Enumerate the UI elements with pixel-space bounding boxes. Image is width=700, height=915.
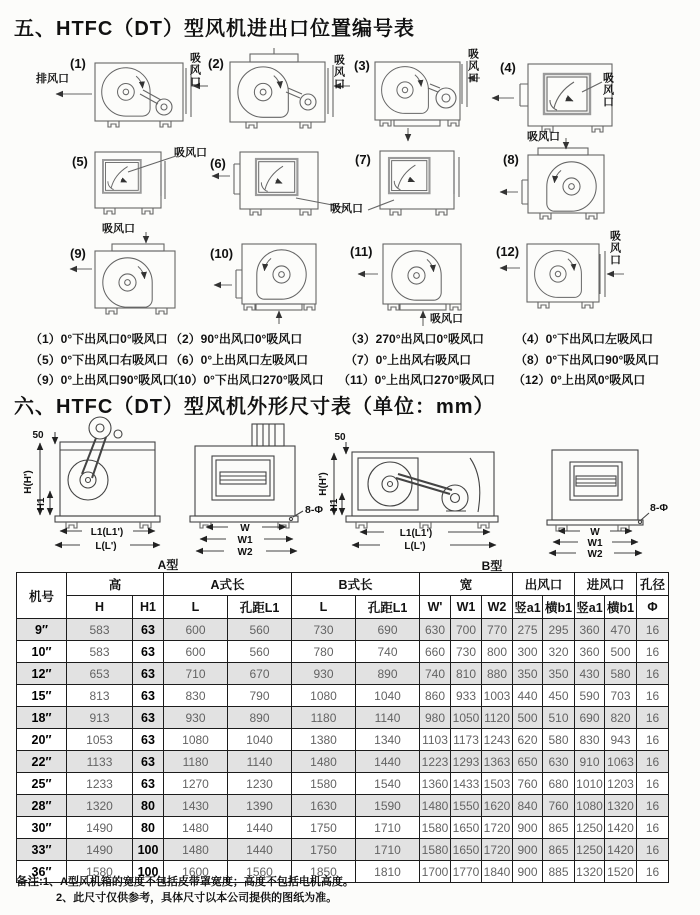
dim-value: 1520: [605, 861, 637, 883]
caption-12: （12）0°上出风0°吸风口: [513, 373, 646, 387]
diagram-1-number: (1): [70, 56, 86, 71]
dim-value: 1700: [420, 861, 451, 883]
dim-value: 1270: [164, 773, 228, 795]
dim-value: 630: [420, 619, 451, 641]
caption-3: （3）270°出风口0°吸风口: [345, 332, 484, 346]
diagram-1: [56, 63, 208, 127]
dim-w-b: W: [590, 527, 600, 538]
col-b-l: L: [292, 596, 356, 619]
dim-value: 295: [543, 619, 575, 641]
dim-value: 1420: [605, 817, 637, 839]
dim-value: 865: [543, 817, 575, 839]
outlet-label-1: 排风口: [36, 73, 69, 85]
diagram-6-number: (6): [210, 156, 226, 171]
diagram-8: [500, 138, 604, 219]
fan-diagrams-art: [0, 48, 700, 326]
dim-value: 1770: [451, 861, 482, 883]
section6-title: 六、HTFC（DT）型风机外形尺寸表（单位：mm）: [14, 396, 495, 418]
dim-value: 900: [513, 839, 543, 861]
dim-value: 810: [451, 663, 482, 685]
dim-phi-a: 8-Φ: [305, 504, 323, 516]
dim-value: 980: [420, 707, 451, 729]
dim-value: 1440: [228, 839, 292, 861]
table-row: [17, 795, 669, 817]
note-line-2: 2、此尺寸仅供参考，具体尺寸以本公司提供的图纸为准。: [56, 891, 338, 904]
dim-value: 360: [575, 619, 605, 641]
dim-value: 470: [605, 619, 637, 641]
dim-value: 885: [543, 861, 575, 883]
dim-value: 1440: [228, 817, 292, 839]
dim-l-a: L(L'): [95, 541, 117, 552]
col-a-l1: 孔距L1: [228, 596, 292, 619]
table-row: [17, 685, 669, 707]
dim-value: 780: [292, 641, 356, 663]
dim-value: 16: [637, 839, 669, 861]
machine-size: 9″: [17, 619, 67, 641]
table-row: [17, 729, 669, 751]
dim-value: 1710: [356, 817, 420, 839]
inlet-label-5: 吸风口: [174, 147, 207, 159]
col-h1: H1: [133, 596, 164, 619]
dim-l-b: L(L'): [404, 541, 426, 552]
diagram-6: [212, 152, 348, 215]
dim-value: 1850: [292, 861, 356, 883]
dim-w1-b: W1: [587, 538, 603, 549]
dim-phi-b: 8-Φ: [650, 502, 668, 514]
dim-w-a: W: [240, 523, 250, 534]
diagram-12-number: (12): [496, 244, 520, 259]
dim-value: 16: [637, 641, 669, 663]
note-line-1: 1、A型风机箱的宽度不包括皮带罩宽度；高度不包括电机高度。: [42, 876, 354, 888]
dim-h-b: H(H'): [318, 472, 329, 496]
dim-value: 1480: [164, 839, 228, 861]
col-w2: W2: [482, 596, 513, 619]
dim-value: 680: [543, 773, 575, 795]
dim-value: 1590: [356, 795, 420, 817]
machine-size: 30″: [17, 817, 67, 839]
dim-value: 1710: [356, 839, 420, 861]
dimension-drawings: [0, 414, 700, 572]
dim-value: 350: [513, 663, 543, 685]
col-group-b-length: B式长: [292, 573, 420, 596]
table-row: [17, 707, 669, 729]
dim-value: 790: [228, 685, 292, 707]
dim-value: 16: [637, 751, 669, 773]
dim-value: 1203: [605, 773, 637, 795]
dim-value: 320: [543, 641, 575, 663]
dim-value: 1040: [228, 729, 292, 751]
dim-value: 760: [543, 795, 575, 817]
dim-value: 16: [637, 663, 669, 685]
dim-value: 1050: [451, 707, 482, 729]
dim-w2-a: W2: [237, 547, 253, 558]
dim-value: 890: [356, 663, 420, 685]
notes-label: 备注:: [16, 876, 43, 888]
dim-value: 16: [637, 795, 669, 817]
dim-value: 560: [228, 619, 292, 641]
dim-value: 80: [133, 795, 164, 817]
type-a-label: A型: [157, 558, 179, 572]
dim-value: 1490: [67, 817, 133, 839]
dim-value: 1003: [482, 685, 513, 707]
dim-value: 1180: [292, 707, 356, 729]
notes: [16, 875, 354, 905]
dim-value: 430: [575, 663, 605, 685]
dim-value: 1630: [292, 795, 356, 817]
dim-value: 16: [637, 773, 669, 795]
dim-value: 1320: [67, 795, 133, 817]
dim-value: 900: [513, 861, 543, 883]
dim-value: 760: [513, 773, 543, 795]
dim-value: 840: [513, 795, 543, 817]
caption-5: （5）0°下出风口右吸风口: [30, 353, 169, 367]
dim-value: 1620: [482, 795, 513, 817]
dim-value: 1250: [575, 817, 605, 839]
col-group-outlet: 出风口: [513, 573, 575, 596]
diagram-3-number: (3): [354, 58, 370, 73]
dim-value: 580: [543, 729, 575, 751]
dim-value: 1440: [356, 751, 420, 773]
dim-value: 1720: [482, 839, 513, 861]
dim-value: 16: [637, 685, 669, 707]
dim-value: 1080: [292, 685, 356, 707]
fan-position-diagrams: [0, 48, 700, 326]
dim-value: 16: [637, 619, 669, 641]
dim-value: 63: [133, 641, 164, 663]
dimension-drawings-art: [0, 414, 700, 572]
dim-value: 1243: [482, 729, 513, 751]
dim-value: 1360: [420, 773, 451, 795]
machine-size: 36″: [17, 861, 67, 883]
dim-value: 100: [133, 861, 164, 883]
inlet-label-8: 吸风口: [527, 131, 560, 143]
machine-size: 33″: [17, 839, 67, 861]
dim-value: 1600: [164, 861, 228, 883]
machine-size: 22″: [17, 751, 67, 773]
diagram-2-number: (2): [208, 56, 224, 71]
dim-value: 1433: [451, 773, 482, 795]
dim-value: 730: [451, 641, 482, 663]
table-row: [17, 839, 669, 861]
dim-value: 1480: [292, 751, 356, 773]
dim-value: 1430: [164, 795, 228, 817]
diagram-9: [70, 232, 175, 314]
dim-value: 930: [164, 707, 228, 729]
diagram-7: [368, 151, 459, 215]
dim-value: 670: [228, 663, 292, 685]
drawing-a-side: [40, 417, 160, 545]
dim-value: 1540: [356, 773, 420, 795]
diagram-5-number: (5): [72, 154, 88, 169]
dim-value: 1420: [605, 839, 637, 861]
dim-value: 1320: [575, 861, 605, 883]
col-out-a1: 竖a1: [513, 596, 543, 619]
caption-4: （4）0°下出风口左吸风口: [515, 332, 654, 346]
dim-value: 1750: [292, 817, 356, 839]
caption-8: （8）0°下出风口90°吸风口: [515, 353, 660, 367]
inlet-label-2: 吸风口: [332, 54, 345, 90]
dim-value: 1650: [451, 839, 482, 861]
col-w1: W1: [451, 596, 482, 619]
dim-value: 1053: [67, 729, 133, 751]
dim-value: 1140: [228, 751, 292, 773]
dim-value: 620: [513, 729, 543, 751]
dim-value: 703: [605, 685, 637, 707]
dim-value: 1750: [292, 839, 356, 861]
inlet-label-1: 吸风口: [188, 52, 201, 88]
dim-value: 16: [637, 707, 669, 729]
dim-value: 560: [228, 641, 292, 663]
dim-value: 350: [543, 663, 575, 685]
col-in-a1: 竖a1: [575, 596, 605, 619]
diagram-10-number: (10): [210, 246, 234, 261]
type-b-label: B型: [481, 559, 503, 572]
dim-value: 590: [575, 685, 605, 707]
dim-value: 1040: [356, 685, 420, 707]
dim-50-a: 50: [32, 430, 44, 441]
dim-value: 1340: [356, 729, 420, 751]
dim-value: 1580: [292, 773, 356, 795]
table-row: [17, 751, 669, 773]
dim-value: 1580: [420, 817, 451, 839]
machine-size: 18″: [17, 707, 67, 729]
diagram-3: [375, 61, 480, 141]
col-group-machine: 机号: [17, 573, 67, 619]
dim-value: 630: [543, 751, 575, 773]
dim-value: 933: [451, 685, 482, 707]
col-group-hole: 孔径: [637, 573, 669, 596]
dim-value: 1480: [420, 795, 451, 817]
dim-value: 16: [637, 861, 669, 883]
table-body: [17, 619, 669, 883]
inlet-label-11: 吸风口: [430, 313, 463, 325]
dim-value: 1080: [164, 729, 228, 751]
dim-l1-b: L1(L1'): [399, 528, 433, 539]
dim-value: 1233: [67, 773, 133, 795]
dim-value: 63: [133, 751, 164, 773]
col-h: H: [67, 596, 133, 619]
table-header: [17, 573, 669, 619]
dim-value: 900: [513, 817, 543, 839]
inlet-label-12: 吸风口: [608, 230, 621, 266]
dim-value: 1380: [292, 729, 356, 751]
diagram-8-number: (8): [503, 152, 519, 167]
machine-size: 25″: [17, 773, 67, 795]
dim-value: 1490: [67, 839, 133, 861]
dim-value: 63: [133, 619, 164, 641]
inlet-label-3: 吸风口: [466, 48, 479, 84]
dim-value: 800: [482, 641, 513, 663]
col-in-b1: 横b1: [605, 596, 637, 619]
inlet-label-6-7: 吸风口: [330, 203, 363, 215]
col-phi: Φ: [637, 596, 669, 619]
dim-value: 865: [543, 839, 575, 861]
dim-value: 890: [228, 707, 292, 729]
col-out-b1: 横b1: [543, 596, 575, 619]
dim-value: 830: [164, 685, 228, 707]
dim-h-a: H(H'): [23, 470, 34, 494]
dim-value: 1550: [451, 795, 482, 817]
caption-6: （6）0°上出风口左吸风口: [170, 353, 309, 367]
dim-value: 1063: [605, 751, 637, 773]
col-a-l: L: [164, 596, 228, 619]
caption-7: （7）0°上出风右吸风口: [345, 353, 472, 367]
dim-value: 1810: [356, 861, 420, 883]
dim-w2-b: W2: [587, 549, 603, 560]
caption-9: （9）0°上出风口90°吸风口: [30, 373, 175, 387]
dim-value: 730: [292, 619, 356, 641]
machine-size: 20″: [17, 729, 67, 751]
dim-value: 1293: [451, 751, 482, 773]
table-row: [17, 817, 669, 839]
caption-11: （11）0°上出风口270°吸风口: [338, 373, 495, 387]
dim-value: 1120: [482, 707, 513, 729]
inlet-label-9: 吸风口: [102, 223, 135, 235]
dim-value: 1840: [482, 861, 513, 883]
dim-value: 63: [133, 707, 164, 729]
dim-value: 1250: [575, 839, 605, 861]
dim-value: 1650: [451, 817, 482, 839]
diagram-7-number: (7): [355, 152, 371, 167]
dim-value: 63: [133, 663, 164, 685]
dim-value: 700: [451, 619, 482, 641]
dim-value: 1390: [228, 795, 292, 817]
dim-value: 1503: [482, 773, 513, 795]
dim-value: 16: [637, 729, 669, 751]
dim-value: 653: [67, 663, 133, 685]
dim-value: 1133: [67, 751, 133, 773]
diagram-11-number: (11): [350, 244, 373, 259]
dim-value: 583: [67, 619, 133, 641]
dim-value: 1223: [420, 751, 451, 773]
dim-value: 63: [133, 729, 164, 751]
dim-value: 710: [164, 663, 228, 685]
dim-value: 1140: [356, 707, 420, 729]
table-row: [17, 773, 669, 795]
dim-value: 813: [67, 685, 133, 707]
dim-value: 820: [605, 707, 637, 729]
dim-value: 1363: [482, 751, 513, 773]
table-row: [17, 619, 669, 641]
dim-l1-a: L1(L1'): [90, 527, 124, 538]
dim-value: 860: [420, 685, 451, 707]
table-row: [17, 663, 669, 685]
table-row: [17, 641, 669, 663]
dim-value: 913: [67, 707, 133, 729]
dim-value: 275: [513, 619, 543, 641]
dim-value: 100: [133, 839, 164, 861]
dim-value: 510: [543, 707, 575, 729]
dim-value: 880: [482, 663, 513, 685]
dim-value: 360: [575, 641, 605, 663]
dim-value: 943: [605, 729, 637, 751]
dim-w1-a: W1: [237, 535, 253, 546]
dim-value: 300: [513, 641, 543, 663]
caption-10: （10）0°下出风口270°吸风口: [166, 373, 324, 387]
machine-size: 12″: [17, 663, 67, 685]
dim-value: 910: [575, 751, 605, 773]
dim-value: 16: [637, 817, 669, 839]
dim-value: 500: [513, 707, 543, 729]
dim-h1-a: H1: [36, 497, 47, 511]
dim-value: 1320: [605, 795, 637, 817]
dim-value: 600: [164, 641, 228, 663]
inlet-label-4: 吸风口: [601, 72, 614, 108]
dim-value: 1480: [164, 817, 228, 839]
dim-value: 1010: [575, 773, 605, 795]
dim-value: 583: [67, 641, 133, 663]
dim-value: 660: [420, 641, 451, 663]
dim-value: 450: [543, 685, 575, 707]
machine-size: 28″: [17, 795, 67, 817]
dim-value: 580: [605, 663, 637, 685]
dim-h1-b: H1: [329, 498, 340, 512]
col-group-height: 高: [67, 573, 164, 596]
dimension-table: [16, 572, 669, 883]
dim-value: 1560: [228, 861, 292, 883]
dim-value: 740: [420, 663, 451, 685]
dim-value: 1230: [228, 773, 292, 795]
col-group-inlet: 进风口: [575, 573, 637, 596]
section5-title: 五、HTFC（DT）型风机进出口位置编号表: [14, 18, 415, 40]
col-b-l1: 孔距L1: [356, 596, 420, 619]
machine-size: 15″: [17, 685, 67, 707]
diagram-9-number: (9): [70, 246, 86, 261]
dim-value: 1180: [164, 751, 228, 773]
dim-value: 690: [356, 619, 420, 641]
dim-value: 1580: [420, 839, 451, 861]
dim-50-b: 50: [334, 432, 346, 443]
dim-value: 690: [575, 707, 605, 729]
caption-1: （1）0°下出风口0°吸风口: [30, 332, 168, 346]
dim-value: 1720: [482, 817, 513, 839]
diagram-5: [95, 152, 176, 214]
machine-size: 10″: [17, 641, 67, 663]
dim-value: 440: [513, 685, 543, 707]
dim-value: 63: [133, 685, 164, 707]
dim-value: 1080: [575, 795, 605, 817]
dim-value: 770: [482, 619, 513, 641]
dim-value: 740: [356, 641, 420, 663]
col-group-a-length: A式长: [164, 573, 292, 596]
caption-2: （2）90°出风口0°吸风口: [170, 332, 303, 346]
dim-value: 500: [605, 641, 637, 663]
dim-value: 1173: [451, 729, 482, 751]
col-w: W': [420, 596, 451, 619]
dim-value: 63: [133, 773, 164, 795]
col-group-width: 宽: [420, 573, 513, 596]
dim-value: 830: [575, 729, 605, 751]
dim-value: 80: [133, 817, 164, 839]
dim-value: 600: [164, 619, 228, 641]
dim-value: 650: [513, 751, 543, 773]
dim-value: 1103: [420, 729, 451, 751]
diagram-4-number: (4): [500, 60, 516, 75]
dim-value: 1580: [67, 861, 133, 883]
dim-value: 930: [292, 663, 356, 685]
